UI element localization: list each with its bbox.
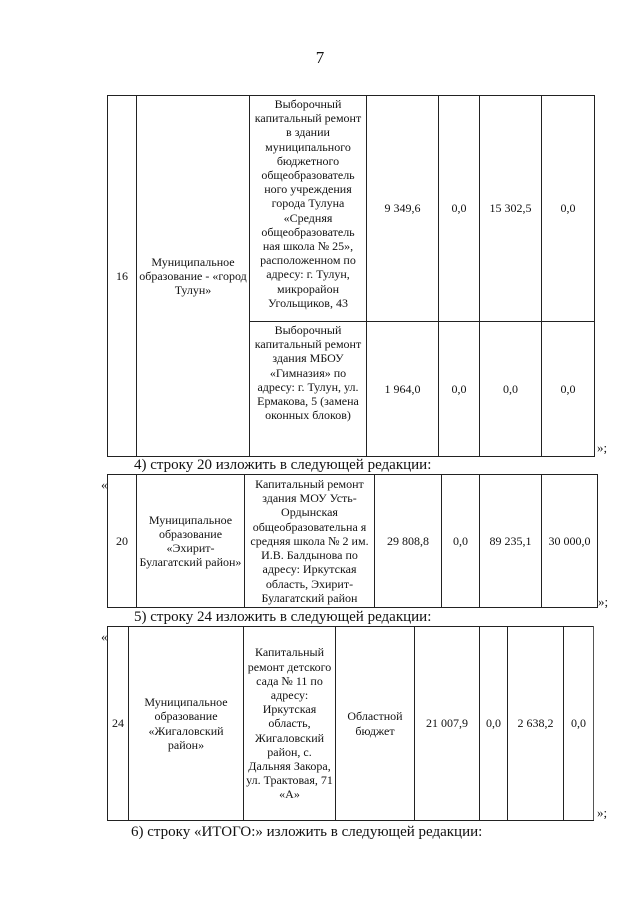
value-cell: 0,0 xyxy=(442,475,480,608)
closing-quote: »; xyxy=(597,440,608,455)
value-cell: 0,0 xyxy=(480,627,508,821)
instruction-4: 4) строку 20 изложить в следующей редакции: xyxy=(134,457,432,473)
value-cell: 0,0 xyxy=(542,96,595,322)
table-row-20 xyxy=(107,474,598,608)
value-cell: 89 235,1 xyxy=(480,475,542,608)
value-cell: 9 349,6 xyxy=(367,96,439,322)
closing-quote: »; xyxy=(598,594,609,609)
value-cell: 15 302,5 xyxy=(480,96,542,322)
instruction-6: 6) строку «ИТОГО:» изложить в следующей редакции: xyxy=(131,824,483,840)
value-cell: 29 808,8 xyxy=(375,475,442,608)
project-description-cell: Капитальный ремонт здания МОУ Усть-Ордынская общеобразовательна я средняя школа № 2 им. И.В. Балдынова по адресу: Иркутская область, Эхирит-Булагатский район xyxy=(245,475,375,608)
row-number-cell: 24 xyxy=(108,627,129,821)
project-description-cell: Капитальный ремонт детского сада № 11 по адресу: Иркутская область, Жигаловский район, с. Дальняя Закора, ул. Трактовая, 71 «А» xyxy=(244,627,336,821)
value-cell: 0,0 xyxy=(542,322,595,457)
table-right-edge xyxy=(593,626,594,820)
value-cell: 0,0 xyxy=(439,96,480,322)
opening-quote: « xyxy=(101,477,108,492)
closing-quote: »; xyxy=(597,805,608,820)
value-cell: 30 000,0 xyxy=(542,475,598,608)
row-number-cell: 20 xyxy=(108,475,137,608)
municipality-cell: Муниципальное образование «Жигаловский район» xyxy=(129,627,244,821)
value-cell: 1 964,0 xyxy=(367,322,439,457)
value-cell: 0,0 xyxy=(564,627,594,821)
value-cell: 0,0 xyxy=(439,322,480,457)
table-row-24 xyxy=(107,626,594,821)
instruction-5: 5) строку 24 изложить в следующей редакции: xyxy=(134,609,432,625)
opening-quote: « xyxy=(101,629,108,644)
table-row-16 xyxy=(107,95,595,457)
value-cell: 0,0 xyxy=(480,322,542,457)
value-cell: 21 007,9 xyxy=(415,627,480,821)
municipality-cell: Муниципальное образование «Эхирит-Булагатский район» xyxy=(137,475,245,608)
funding-source-cell: Областной бюджет xyxy=(336,627,415,821)
project-description-cell: Выборочный капитальный ремонт здания МБОУ «Гимназия» по адресу: г. Тулун, ул. Ермакова, 5 (замена оконных блоков) xyxy=(250,322,367,457)
row-number-cell: 16 xyxy=(108,96,137,457)
value-cell: 2 638,2 xyxy=(508,627,564,821)
project-description-cell: Выборочный капитальный ремонт в здании муниципального бюджетного общеобразователь ного учреждения города Тулуна «Средняя общеобразователь ная школа № 25», расположенном по адресу: г. Тулун, микрорайон Угольщиков, 43 xyxy=(250,96,367,322)
municipality-cell: Муниципальное образование - «город Тулун» xyxy=(137,96,250,457)
page-number: 7 xyxy=(315,48,325,67)
